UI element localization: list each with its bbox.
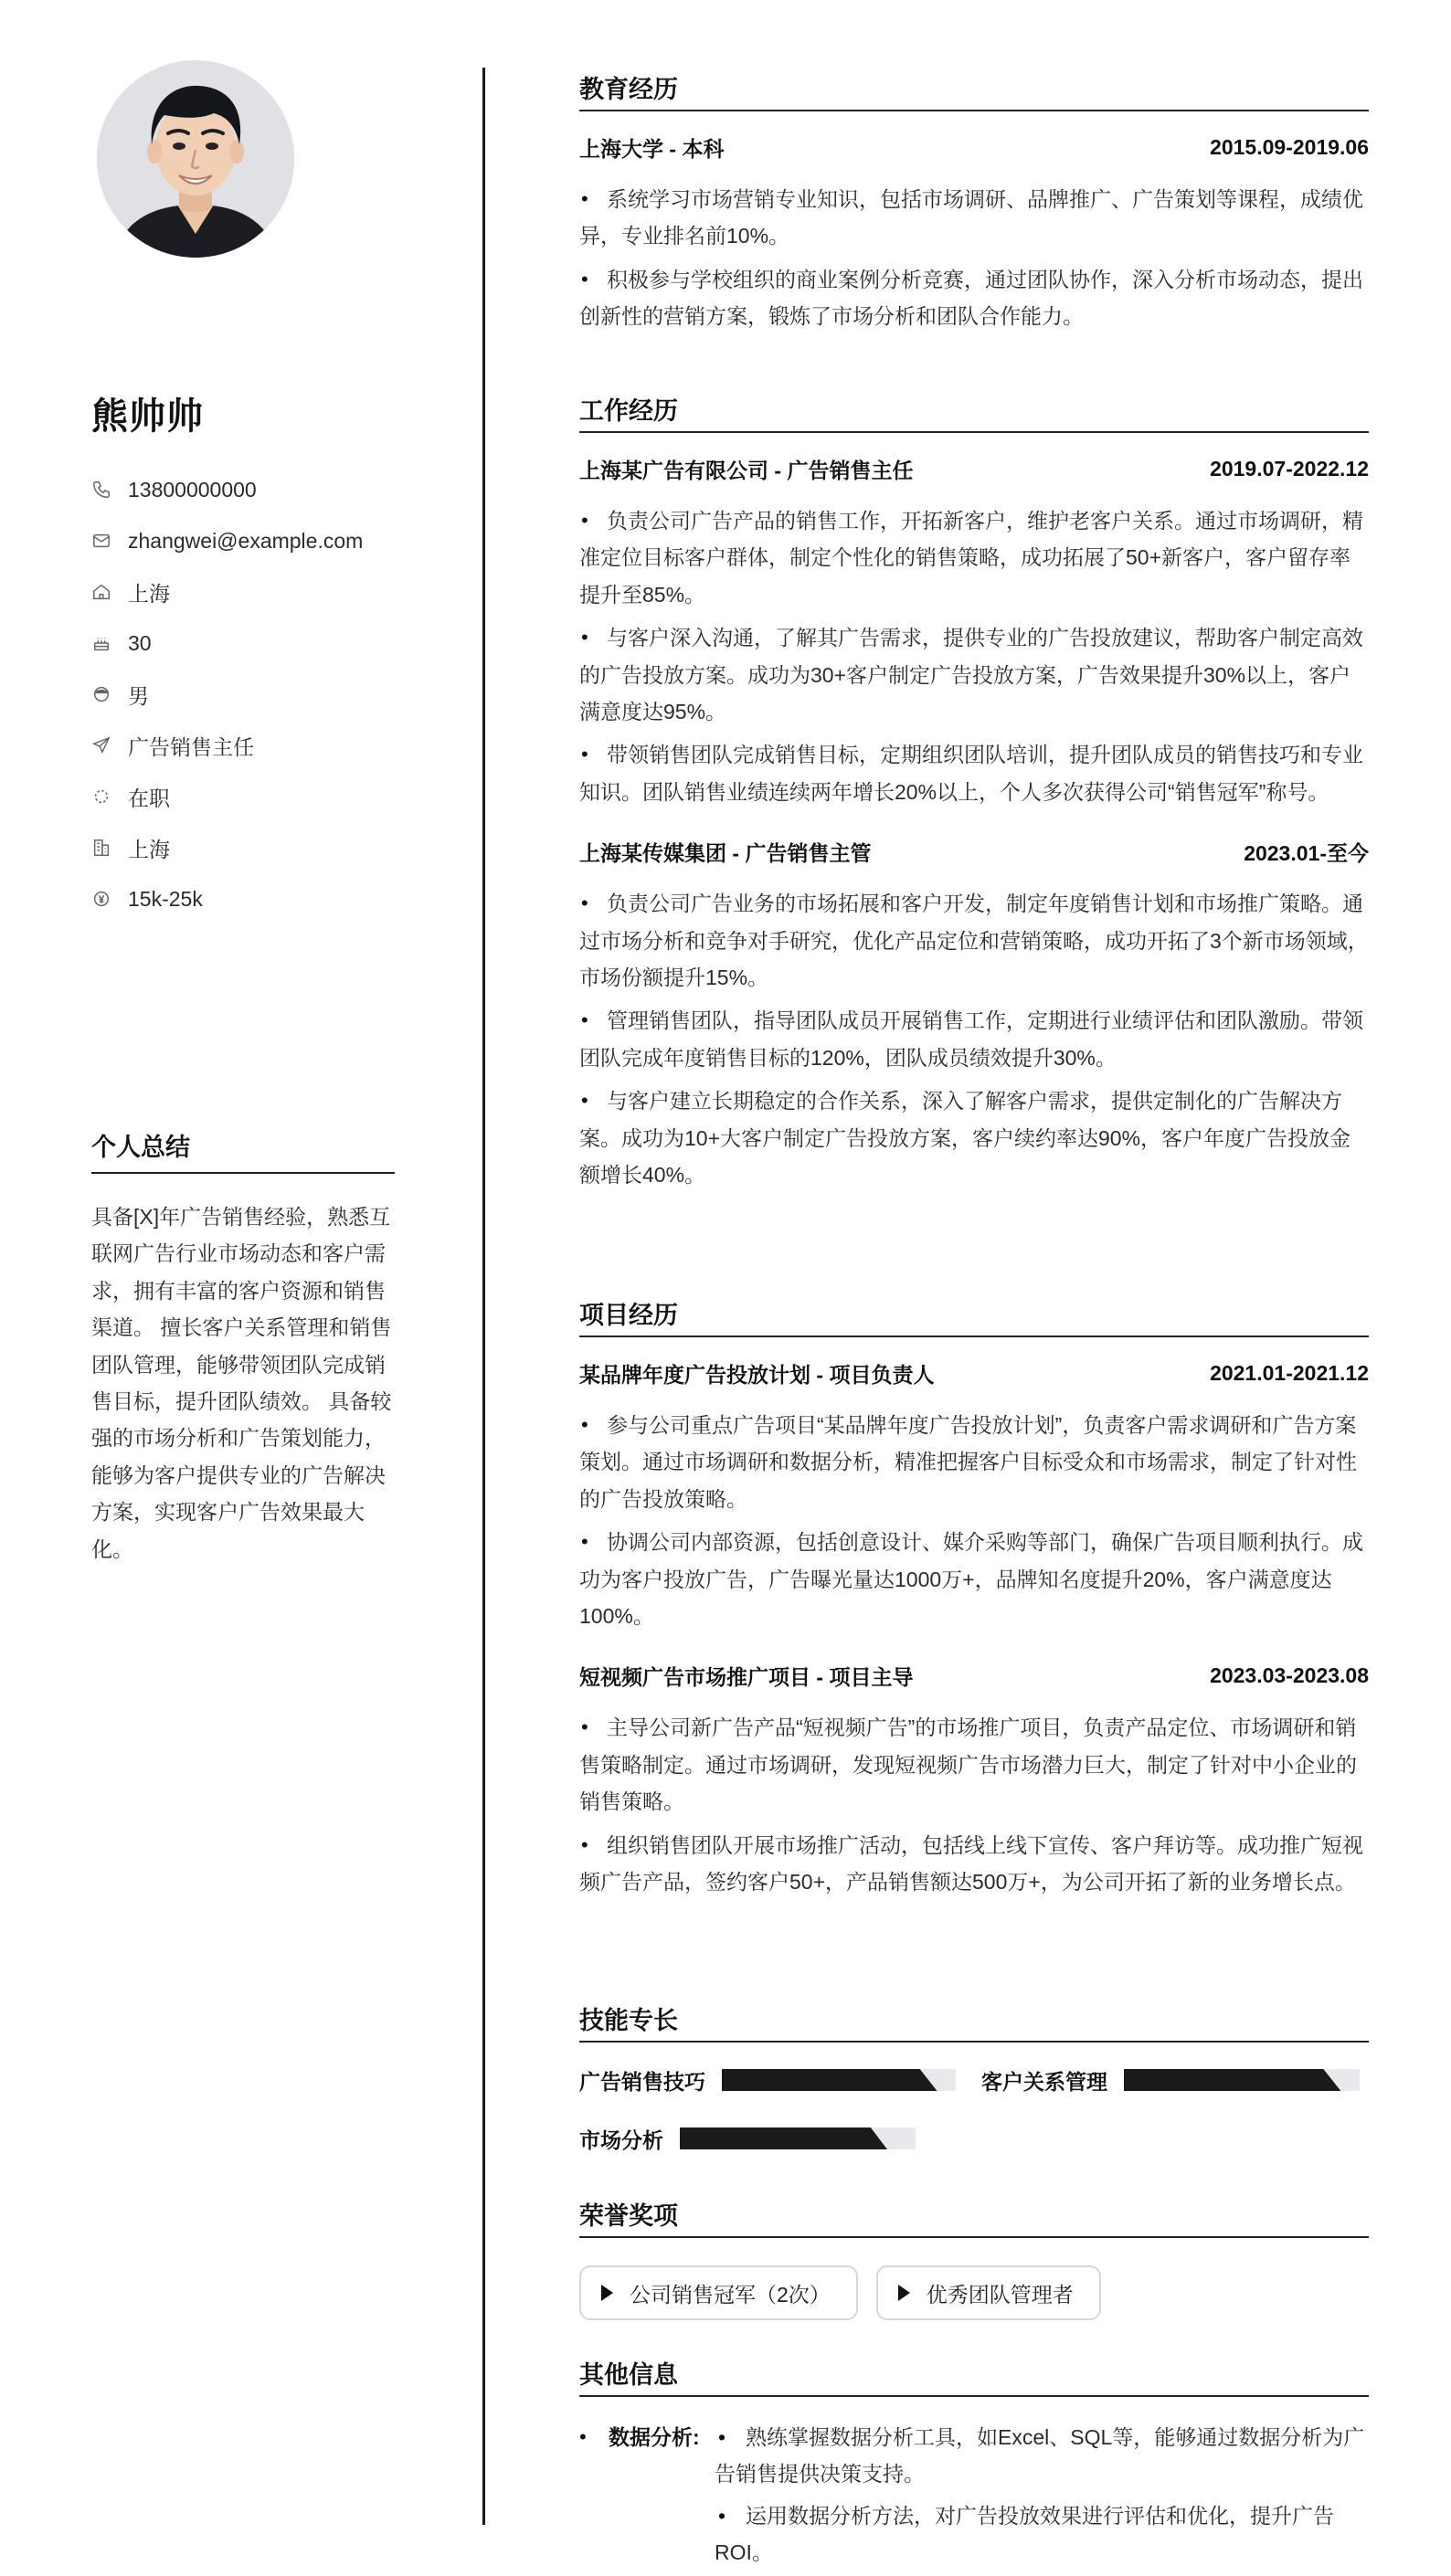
education-bullets [579,181,1369,335]
work-entry-name: 上海某广告有限公司 - 广告销售主任 [579,458,914,482]
skill-label: 市场分析 [579,2127,663,2152]
list-item: • 与客户深入沟通，了解其广告需求，提供专业的广告投放建议，帮助客户制定高效的广告投放方案。成功为30+客户制定广告投放方案，广告效果提升30%以上，客户满意度达95%。 [579,619,1369,730]
project-bullets [579,1407,1369,1634]
home-icon [91,582,111,602]
honors-section [579,2196,1369,2320]
education-entry-date: 2015.09-2019.06 [1210,134,1369,159]
work-entry-head [579,453,1369,484]
summary-title: 个人总结 [91,1127,395,1174]
contact-email-text: zhangwei@example.com [128,528,364,553]
phone-icon [91,480,111,500]
education-section [579,69,1369,342]
candidate-name: 熊帅帅 [91,396,204,437]
sidebar [0,0,475,2576]
contact-email [91,515,363,566]
skill-fill [1124,2069,1340,2091]
work-entry-head [579,836,1369,867]
contact-age-text: 30 [128,630,152,655]
other-section [579,2355,1369,2576]
project-entry-name: 短视频广告市场推广项目 - 项目主导 [579,1664,914,1689]
play-icon [601,2285,613,2301]
skill-bar [1124,2069,1360,2091]
work-section [579,391,1369,1200]
list-item: • 熟练掌握数据分析工具，如Excel、SQL等，能够通过数据分析为广告销售提供决策支持。 [715,2419,1369,2493]
honors-list [579,2265,1369,2320]
work-entry-date: 2023.01-至今 [1244,840,1369,865]
contact-salary-text: 15k-25k [128,886,203,911]
skill-bar [722,2069,956,2091]
building-icon [91,838,111,858]
project-entry-name: 某品牌年度广告投放计划 - 项目负责人 [579,1362,935,1387]
project-entry-head [579,1660,1369,1691]
skills-row [579,2066,1369,2094]
education-entry-head [579,132,1369,163]
bullet-icon: • [579,2425,587,2448]
contact-phone [91,464,363,515]
send-icon [91,735,111,755]
list-item: • 参与公司重点广告项目“某品牌年度广告投放计划”，负责客户需求调研和广告方案策划。通过市场调研和数据分析，精准把握客户目标受众和市场需求，制定了针对性的广告投放策略。 [579,1407,1369,1517]
other-row [579,2419,1369,2576]
honors-title: 荣誉奖项 [579,2196,1369,2238]
other-items [715,2419,1369,2576]
skills-section [579,2001,1369,2152]
skills-row [579,2125,1369,2152]
work-title: 工作经历 [579,391,1369,433]
contact-age [91,618,363,669]
work-entry-date: 2019.07-2022.12 [1210,456,1369,480]
contact-position [91,720,363,771]
avatar-portrait [97,60,294,258]
project-bullets [579,1709,1369,1900]
cake-icon [91,633,111,653]
projects-title: 项目经历 [579,1295,1369,1337]
honor-label: 优秀团队管理者 [926,2282,1074,2307]
contact-position-text: 广告销售主任 [128,734,254,759]
skill-label: 客户关系管理 [981,2069,1107,2094]
list-item: • 管理销售团队，指导团队成员开展销售工作，定期进行业绩评估和团队激励。带领团队完成年度销售目标的120%，团队成员绩效提升30%。 [579,1002,1369,1076]
honor-chip [579,2265,858,2320]
skill-fill [680,2127,887,2149]
list-item: • 负责公司广告业务的市场拓展和客户开发，制定年度销售计划和市场推广策略。通过市场分析和竞争对手研究，优化产品定位和营销策略，成功开拓了3个新市场领域，市场份额提升15%。 [579,885,1369,996]
education-title: 教育经历 [579,69,1369,111]
list-item: • 系统学习市场营销专业知识，包括市场调研、品牌推广、广告策划等课程，成绩优异，专业排名前10%。 [579,181,1369,255]
list-item: • 负责公司广告产品的销售工作，开拓新客户，维护老客户关系。通过市场调研，精准定位目标客户群体，制定个性化的销售策略，成功拓展了50+新客户，客户留存率提升至85%。 [579,502,1369,613]
list-item: • 运用数据分析方法，对广告投放效果进行评估和优化，提升广告ROI。 [715,2497,1369,2571]
project-entry-date: 2023.03-2023.08 [1210,1663,1369,1687]
skill-fill [722,2069,937,2091]
contact-city [91,822,363,873]
list-item: • 主导公司新广告产品“短视频广告”的市场推广项目，负责产品定位、市场调研和销售策略制定。通过市场调研，发现短视频广告市场潜力巨大，制定了针对中小企业的销售策略。 [579,1709,1369,1820]
list-item: • 带领销售团队完成销售目标，定期组织团队培训，提升团队成员的销售技巧和专业知识。团队销售业绩连续两年增长20%以上，个人多次获得公司“销售冠军”称号。 [579,736,1369,810]
contact-status-text: 在职 [128,786,170,810]
list-item: • 组织销售团队开展市场推广活动，包括线上线下宣传、客户拜访等。成功推广短视频广告产品，签约客户50+，产品销售额达500万+，为公司开拓了新的业务增长点。 [579,1827,1369,1901]
skill-bar [680,2127,916,2149]
skill-label: 广告销售技巧 [579,2069,705,2094]
contact-phone-text: 13800000000 [128,477,257,501]
list-item: • 协调公司内部资源，包括创意设计、媒介采购等部门，确保广告项目顺利执行。成功为客户投放广告，广告曝光量达1000万+，品牌知名度提升20%，客户满意度达100%。 [579,1524,1369,1634]
gender-icon [91,684,111,704]
other-title: 其他信息 [579,2355,1369,2397]
work-bullets [579,502,1369,810]
contact-location-text: 上海 [128,581,170,606]
contact-list [91,464,363,924]
contact-status [91,771,363,822]
summary-text: 具备[X]年广告销售经验，熟悉互联网广告行业市场动态和客户需求，拥有丰富的客户资源和销售渠道。 擅长客户关系管理和销售团队管理，能够带领团队完成销售目标，提升团队绩效。 具备较强的市场分析和广告策划能力，能够为客户提供专业的广告解决方案，实现客户广告效果最大化。 [91,1205,392,1561]
contact-salary [91,873,363,924]
project-entry-head [579,1357,1369,1388]
contact-gender-text: 男 [128,683,149,708]
education-entry-name: 上海大学 - 本科 [579,136,725,161]
work-bullets [579,885,1369,1193]
projects-section [579,1295,1369,1906]
contact-gender [91,669,363,720]
other-key: 数据分析: [609,2425,700,2449]
work-entry-name: 上海某传媒集团 - 广告销售主管 [579,840,872,865]
status-icon [91,787,111,807]
salary-icon [91,889,111,909]
play-icon [898,2285,910,2301]
list-item: • 与客户建立长期稳定的合作关系，深入了解客户需求，提供定制化的广告解决方案。成功为10+大客户制定广告投放方案，客户续约率达90%，客户年度广告投放金额增长40%。 [579,1082,1369,1193]
contact-city-text: 上海 [128,837,170,861]
email-icon [91,531,111,551]
honor-chip [876,2265,1101,2320]
honor-label: 公司销售冠军（2次） [630,2282,831,2307]
column-divider [482,68,485,2525]
project-entry-date: 2021.01-2021.12 [1210,1360,1369,1385]
skills-title: 技能专长 [579,2001,1369,2043]
avatar [97,60,294,258]
list-item: • 积极参与学校组织的商业案例分析竞赛，通过团队协作，深入分析市场动态，提出创新性的营销方案，锻炼了市场分析和团队合作能力。 [579,261,1369,335]
contact-location [91,566,363,618]
